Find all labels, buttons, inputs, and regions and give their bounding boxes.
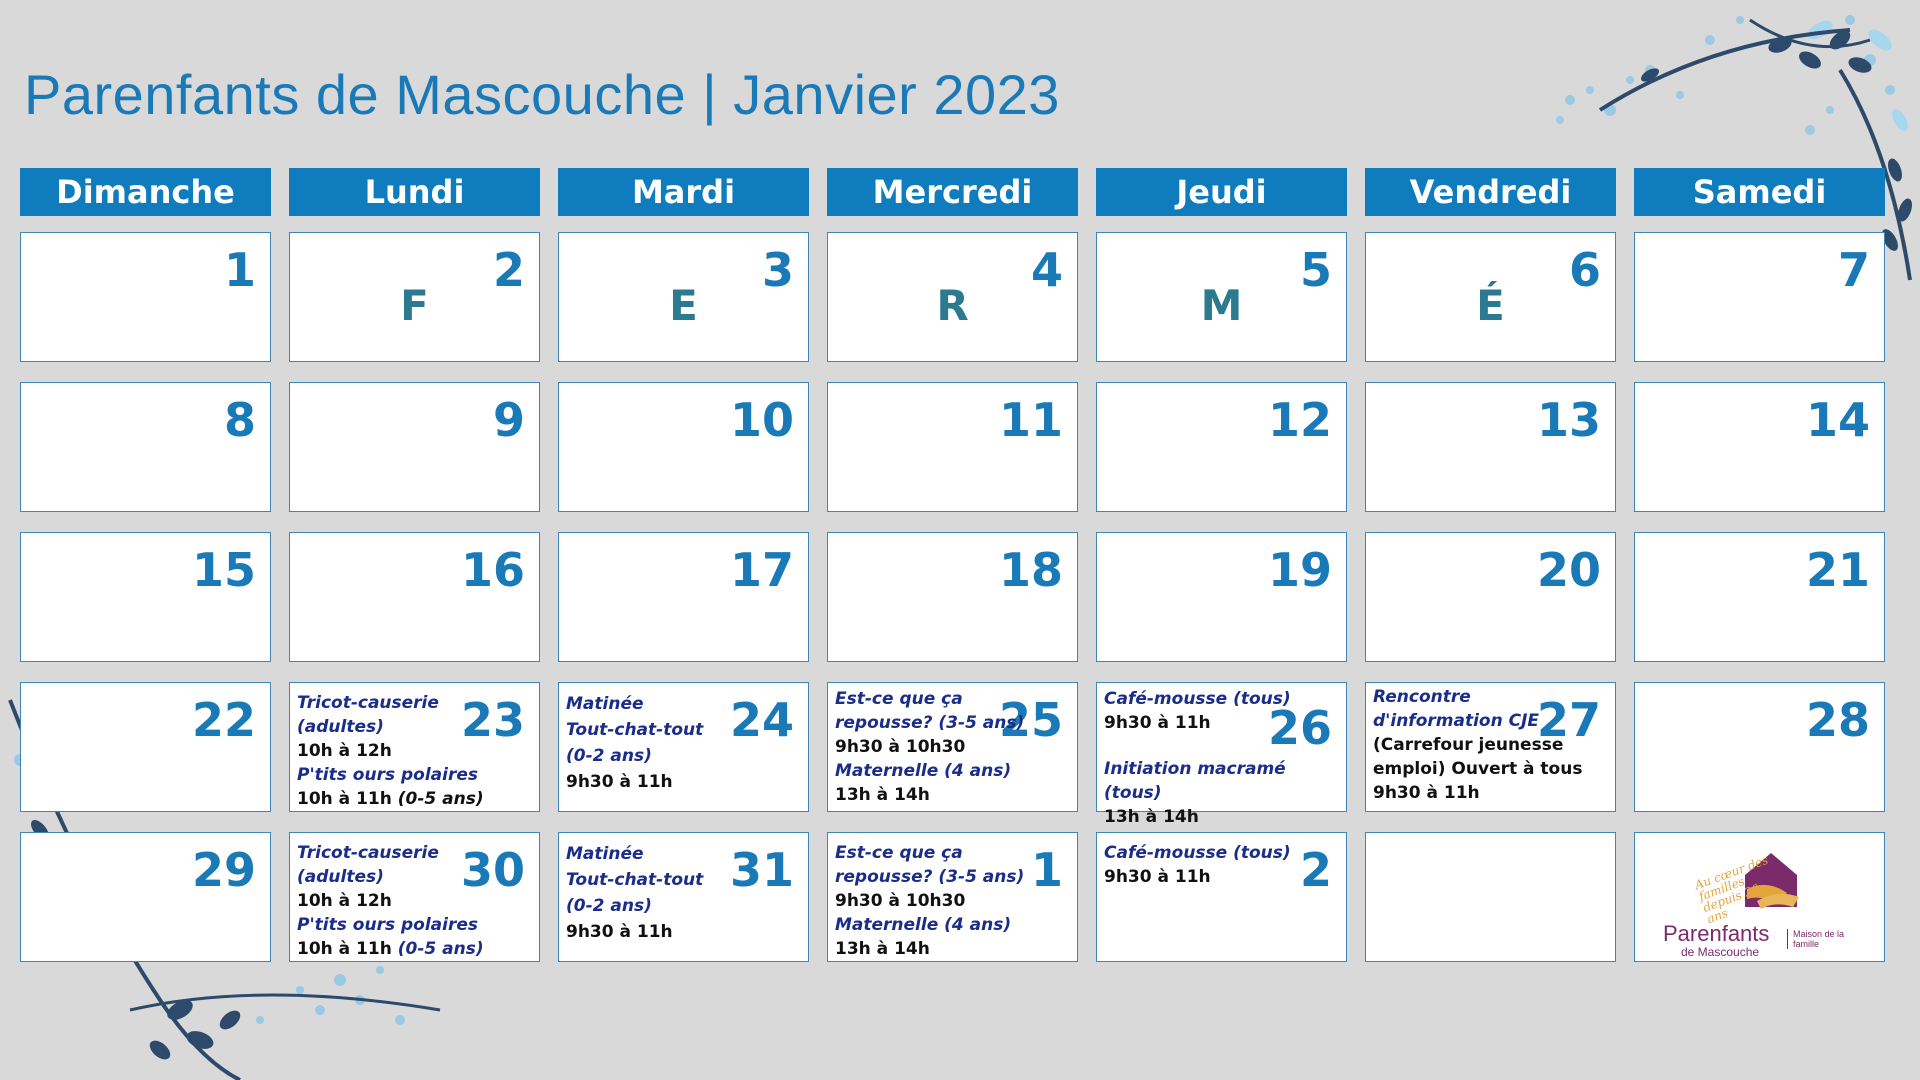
event-subtitle: (adultes) [297,717,384,737]
event-time: 10h à 12h [297,891,392,911]
event-time: 10h à 11h [297,789,392,809]
day-number: 22 [191,693,256,747]
day-number: 20 [1536,543,1601,597]
day-number: 23 [460,693,525,747]
event-list [1104,687,1342,829]
event-title: Tricot-causerie [297,693,439,713]
event-time: 10h à 12h [297,741,392,761]
event-title: Matinée [566,844,644,864]
event-note: emploi) Ouvert à tous [1373,759,1583,779]
day-number: 17 [729,543,794,597]
event-list [566,691,804,795]
event-subtitle: repousse? (3-5 ans) [835,713,1025,733]
event-age: (0-5 ans) [397,939,484,959]
logo-subtitle: de Mascouche [1681,945,1760,959]
event-list [1104,841,1342,889]
event-title: Café-mousse (tous) [1104,843,1291,863]
day-number: 10 [729,393,794,447]
closed-letter: É [1476,281,1505,330]
logo-tagline: Maison de la famille [1787,929,1871,949]
day-number: 30 [460,843,525,897]
closed-letter: M [1200,281,1243,330]
day-number: 25 [998,693,1063,747]
event-time: 13h à 14h [835,939,930,959]
day-cell [558,382,809,512]
event-time: 9h30 à 11h [1373,783,1480,803]
day-cell [1634,682,1885,812]
day-cell [289,532,540,662]
day-cell [827,682,1078,812]
day-cell [1365,682,1616,812]
day-number: 15 [191,543,256,597]
day-cell [1365,382,1616,512]
day-number: 3 [761,243,794,297]
day-cell [20,382,271,512]
day-cell [827,382,1078,512]
day-number: 7 [1837,243,1870,297]
event-title: Est-ce que ça [835,689,963,709]
event-age: (0-2 ans) [566,896,652,916]
logo-slogan: Au cœur des familles depuis 30 ans [1692,852,1771,927]
event-title: Maternelle (4 ans) [835,915,1012,935]
event-title: P'tits ours polaires [297,765,478,785]
day-number: 1 [223,243,256,297]
closed-letter: E [669,281,698,330]
event-list [835,841,1073,961]
closed-letter: F [400,281,429,330]
day-number: 27 [1536,693,1601,747]
logo-cell [1634,832,1885,962]
event-list [835,687,1073,807]
day-header-vendredi: Vendredi [1365,168,1616,216]
event-title: Maternelle (4 ans) [835,761,1012,781]
day-number: 12 [1267,393,1332,447]
day-number: 8 [223,393,256,447]
day-cell [1096,232,1347,362]
event-list [566,841,804,945]
event-time: 10h à 11h [297,939,392,959]
day-number: 16 [460,543,525,597]
event-title: Est-ce que ça [835,843,963,863]
day-cell [1365,232,1616,362]
day-cell [558,532,809,662]
day-cell [1365,832,1616,962]
day-cell [558,232,809,362]
day-number: 1 [1030,843,1063,897]
day-cell [827,532,1078,662]
day-cell [20,532,271,662]
day-header-mercredi: Mercredi [827,168,1078,216]
event-list [297,691,535,811]
event-title: d'information CJE [1373,711,1540,731]
event-time: 9h30 à 11h [566,772,673,792]
event-subtitle: Tout-chat-tout [566,720,704,740]
day-header-samedi: Samedi [1634,168,1885,216]
event-title: Matinée [566,694,644,714]
day-cell [20,232,271,362]
day-cell [20,832,271,962]
day-cell [1634,382,1885,512]
day-cell [1634,232,1885,362]
day-number: 18 [998,543,1063,597]
logo-name: Parenfants [1663,921,1770,946]
day-number: 14 [1805,393,1870,447]
event-time: 9h30 à 10h30 [835,737,966,757]
closed-letter: R [936,281,969,330]
event-time: 13h à 14h [835,785,930,805]
day-cell [1096,682,1347,827]
day-number: 26 [1267,701,1332,755]
event-title: Café-mousse (tous) [1104,689,1291,709]
day-header-jeudi: Jeudi [1096,168,1347,216]
event-time: 9h30 à 11h [566,922,673,942]
event-time: 9h30 à 11h [1104,867,1211,887]
event-title: Tricot-causerie [297,843,439,863]
day-cell [1096,832,1347,962]
calendar-grid [20,168,1885,962]
event-title: Initiation macramé (tous) [1104,759,1286,803]
event-list [1373,685,1611,805]
day-number: 11 [998,393,1063,447]
day-cell [558,682,809,812]
day-number: 5 [1299,243,1332,297]
day-number: 4 [1030,243,1063,297]
day-cell [289,382,540,512]
day-number: 19 [1267,543,1332,597]
day-cell [1365,532,1616,662]
day-number: 2 [492,243,525,297]
event-age: (0-5 ans) [397,789,484,809]
day-cell [1096,532,1347,662]
day-header-lundi: Lundi [289,168,540,216]
event-subtitle: repousse? (3-5 ans) [835,867,1025,887]
day-number: 24 [729,693,794,747]
day-number: 13 [1536,393,1601,447]
event-time: 13h à 14h [1104,807,1199,827]
day-cell [558,832,809,962]
day-cell [1096,382,1347,512]
event-time: 9h30 à 11h [1104,713,1211,733]
event-time: 9h30 à 10h30 [835,891,966,911]
event-title: Rencontre [1373,687,1471,707]
day-cell [1634,532,1885,662]
event-subtitle: Tout-chat-tout [566,870,704,890]
event-list [297,841,535,961]
day-cell [289,232,540,362]
page-title: Parenfants de Mascouche | Janvier 2023 [24,63,1060,126]
event-title: P'tits ours polaires [297,915,478,935]
day-number: 31 [729,843,794,897]
day-number: 28 [1805,693,1870,747]
day-cell [289,832,540,962]
day-cell [20,682,271,812]
event-age: (0-2 ans) [566,746,652,766]
day-number: 6 [1568,243,1601,297]
day-number: 2 [1299,843,1332,897]
day-header-dimanche: Dimanche [20,168,271,216]
day-cell [827,232,1078,362]
event-note: (Carrefour jeunesse [1373,735,1564,755]
day-cell [827,832,1078,962]
event-subtitle: (adultes) [297,867,384,887]
day-number: 21 [1805,543,1870,597]
day-number: 29 [191,843,256,897]
day-cell [289,682,540,812]
day-number: 9 [492,393,525,447]
parenfants-logo [1651,843,1871,959]
day-header-mardi: Mardi [558,168,809,216]
